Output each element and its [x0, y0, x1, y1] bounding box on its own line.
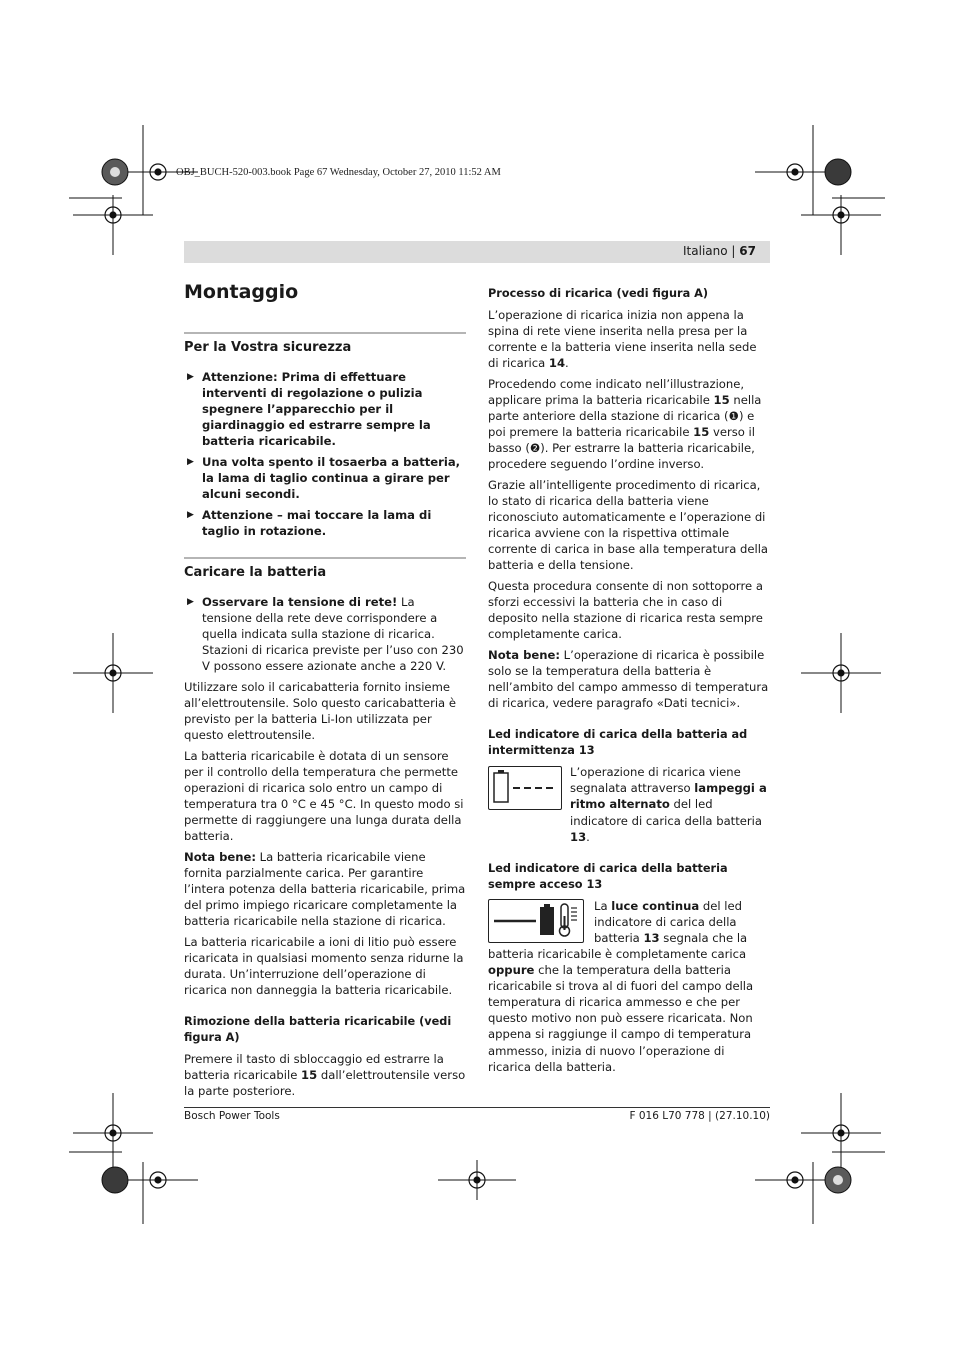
safety-heading: Per la Vostra sicurezza [184, 332, 466, 357]
voltage-bullet-bold: Osservare la tensione di rete! [202, 594, 398, 609]
safety-bullet-text: Attenzione: Prima di effettuare interventi di regolazione o pulizia spegnere l’apparecchio per il giardinaggio ed estrarre sempre la batteria ricaricabile. [202, 370, 431, 449]
part-number: 13 [570, 829, 587, 844]
text-run: ). Per estrarre la batteria ricaricabile, procedere seguendo l’ordine inverso. [488, 441, 755, 472]
print-header: OBJ_BUCH-520-003.book Page 67 Wednesday, October 27, 2010 11:52 AM [176, 167, 501, 178]
header-separator: | [731, 244, 736, 258]
text-run: L’operazione di ricarica inizia non appena la spina di rete viene inserita nella presa per la corrente e la batteria viene inserita nella sede di ricarica [488, 308, 757, 371]
process-heading: Processo di ricarica (vedi figura A) [488, 287, 709, 300]
text-run: che la temperatura della batteria ricaricabile si trova al di fuori del campo della temperatura di ricarica ammesso e che per questo motivo non può essere ricaricata. Non appena si raggiunge il campo di temperatura ammesso, inizia di nuovo l’operazione di ricarica della batteria. [488, 963, 754, 1074]
led-steady-heading: Led indicatore di carica della batteria sempre acceso 13 [488, 861, 728, 891]
section-title: Montaggio [184, 281, 299, 303]
removal-heading: Rimozione della batteria ricaricabile (vedi figura A) [184, 1015, 452, 1045]
paragraph: Utilizzare solo il caricabatteria fornito insieme all’elettroutensile. Solo questo caricabatteria è previsto per la batteria Li-Ion utilizzata per questo elettroutensile. [184, 679, 456, 743]
text-run: L’operazione di ricarica viene segnalata attraverso [570, 765, 741, 796]
text-run: La [594, 898, 612, 913]
emphasis: luce continua [611, 898, 700, 913]
paragraph: Questa procedura consente di non sottoporre a sforzi eccessivi la batteria che in caso di deposito nella stazione di ricarica resta sempre completamente carica. [488, 579, 763, 642]
text-run: . [586, 829, 590, 844]
step-one-icon: ❶ [728, 409, 739, 424]
footer-doc-number: F 016 L70 778 | (27.10.10) [629, 1110, 770, 1122]
text-run: Procedendo come indicato nell’illustrazione, applicare prima la batteria ricaricabile [488, 376, 745, 407]
safety-bullet-text: Una volta spento il tosaerba a batteria, la lama di taglio continua a girare per alcuni secondi. [202, 454, 461, 502]
registration-mark-icon [105, 164, 849, 1188]
text-run: segnala che la batteria ricaricabile è completamente carica [488, 930, 748, 961]
triangle-bullet-icon: ▶ [187, 456, 194, 467]
part-number: 15 [301, 1068, 318, 1083]
emphasis: lampeggi a ritmo alternato [570, 781, 767, 812]
text-run: . [565, 356, 569, 371]
text-run: del led indicatore di carica della batteria [570, 797, 762, 828]
triangle-bullet-icon: ▶ [187, 372, 194, 382]
triangle-bullet-icon: ▶ [187, 596, 194, 607]
voltage-bullet-text: La tensione della rete deve corrispondere a quella indicata sulla stazione di ricarica. Stazioni di ricarica previste per l’uso con 230 V possono essere azionate anche a 220 V. [202, 594, 464, 674]
note-text: La batteria ricaricabile viene fornita parzialmente carica. Per garantire l’intera potenza della batteria ricaricabile, prima del primo impiego ricaricare completamente la batteria ricaricabile nella stazione di ricarica. [184, 849, 466, 929]
paragraph: La batteria ricaricabile a ioni di litio può essere ricaricata in qualsiasi momento senza ridurne la durata. Un’interruzione dell’operazione di ricarica non danneggia la batteria ricaricabile. [184, 934, 464, 998]
color-wheel-icon [102, 159, 851, 1193]
led-blink-heading: Led indicatore di carica della batteria ad intermittenza 13 [488, 728, 748, 758]
paragraph: La batteria ricaricabile è dotata di un sensore per il controllo della temperatura che permette operazioni di ricarica solo entro un campo di temperatura tra 0 °C e 45 °C. In questo modo si permette di raggiungere una lunga durata della batteria. [184, 748, 464, 844]
charging-heading: Caricare la batteria [184, 557, 466, 582]
text-run: ) e poi premere la batteria ricaricabile [488, 409, 755, 440]
page-number: 67 [739, 244, 756, 258]
text-run: Premere il tasto di sbloccaggio ed estrarre la batteria ricaricabile [184, 1052, 444, 1083]
note-label: Nota bene: [184, 849, 256, 864]
note-label: Nota bene: [488, 647, 560, 662]
part-number: 13 [643, 930, 660, 945]
triangle-bullet-icon: ▶ [187, 509, 194, 520]
language-label: Italiano [683, 244, 728, 258]
safety-bullet-text: Attenzione – mai toccare la lama di taglio in rotazione. [202, 507, 432, 538]
part-number: 15 [693, 425, 710, 440]
step-two-icon: ❷ [529, 441, 541, 456]
text-run: dall’elettroutensile verso la parte posteriore. [184, 1068, 466, 1099]
part-number: 14 [548, 356, 566, 371]
part-number: 15 [713, 392, 730, 407]
note-text: L’operazione di ricarica è possibile solo se la temperatura della batteria è nell’ambito del campo ammesso di temperatura di ricarica, vedere paragrafo «Dati tecnici». [488, 647, 769, 711]
paragraph: Grazie all’intelligente procedimento di ricarica, lo stato di ricarica della batteria viene riconosciuto automaticamente e l’operazione di ricarica avviene con la rispettiva ottimale corrente di carica in base alla temperatura della batteria e della tensione. [488, 477, 769, 573]
emphasis: oppure [488, 963, 535, 978]
text-run: del led indicatore di carica della batteria [594, 898, 743, 945]
text-run: nella parte anteriore della stazione di ricarica ( [488, 392, 762, 424]
footer-brand: Bosch Power Tools [184, 1110, 280, 1122]
text-run: verso il basso ( [488, 425, 756, 456]
